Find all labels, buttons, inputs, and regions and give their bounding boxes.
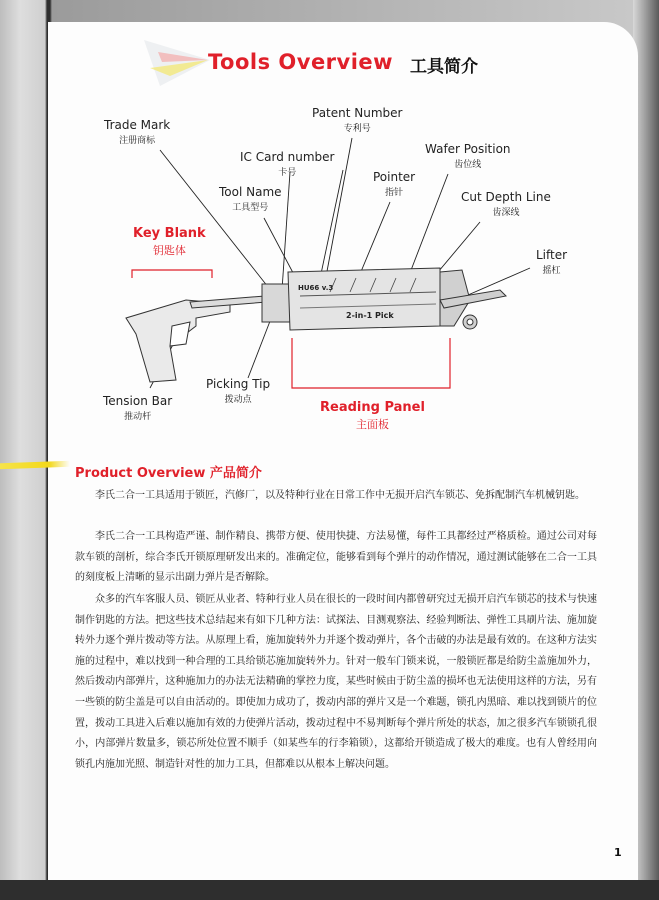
product-overview-heading: Product Overview 产品简介 — [75, 466, 262, 481]
label-tension-bar: Tension Bar 推动杆 — [103, 394, 173, 422]
key-blank-bracket — [132, 270, 212, 278]
paragraph-3: 众多的汽车客服人员、锁匠从业者、特种行业人员在很长的一段时间内都曾研究过无损开启汽车锁芯的技术与快速制作钥匙的方法。把这些技术总结起来有如下几种方法：试探法、目测观察法、经验判断法、弹性工具刷片法、施加旋转外力逐个弹片拨动等方法。从原理上看，施加旋转外力并逐个拨动弹片，各个击破的办法是最有效的。在这种方法实施的过程中，难以找到一种合理的工具给锁芯施加旋转外力。针对一般车门锁来说，一般锁匠都是给防尘盖施加外力，然后拨动内部弹片，这种施加力的办法无法精确的掌控力度，某些时候由于防尘盖的损坏也无法使用这样的方法，另有一些锁的防尘盖是可以自由活动的。即使加力成功了，拨动内部的弹片又是一个难题，锁孔内黑暗、难以找到锁片的位置，拨动工具进入后难以施加有效的力使弹片活动，拨动过程中不易判断每个弹片所处的状态，加之很多汽车锁锁孔很小，内部弹片数量多，锁芯所处位置不顺手（如某些车的行李箱锁），这都给开锁造成了极大的难度。也有人曾经用向锁孔内施加光照、制造针对性的加力工具，但都难以从根本上解决问题。 — [75, 594, 597, 770]
paragraph-1: 李氏二合一工具适用于锁匠，汽修厂，以及特种行业在日常工作中无损开启汽车锁芯、免拆配制汽车机械钥匙。 — [95, 490, 585, 501]
label-ic-card-number: IC Card number 卡号 — [240, 150, 335, 178]
label-cut-depth-line: Cut Depth Line 齿深线 — [461, 190, 551, 218]
label-wafer-position: Wafer Position 齿位线 — [425, 142, 511, 170]
page-title: Tools Overview — [208, 50, 394, 74]
paragraph-2: 李氏二合一工具构造严谨、制作精良、携带方便、使用快捷、方法易懂，每件工具都经过严格质检。通过公司对每款车锁的剖析，综合李氏开锁原理研发出来的。准确定位，能够看到每个弹片的动作情况，通过测试能够在二合一工具的刻度板上清晰的显示出副力弹片是否解除。 — [75, 531, 597, 584]
page-title-cn: 工具简介 — [410, 57, 478, 77]
label-trade-mark: Trade Mark 注册商标 — [104, 118, 171, 146]
label-tool-name: Tool Name 工具型号 — [219, 185, 282, 213]
label-reading-panel: Reading Panel 主面板 — [320, 400, 425, 431]
label-picking-tip: Picking Tip 拨动点 — [206, 377, 271, 405]
tool-model-text: HU66 v.3 — [298, 284, 334, 292]
label-patent-number: Patent Number 专利号 — [312, 106, 403, 134]
label-key-blank: Key Blank 钥匙体 — [133, 226, 206, 257]
scan-border — [0, 880, 659, 900]
page-number: 1 — [614, 846, 622, 859]
label-pointer: Pointer 指针 — [373, 170, 416, 198]
reading-panel-bracket — [292, 338, 450, 388]
panel-text: 2-in-1 Pick — [346, 311, 394, 320]
leader-lines — [150, 138, 530, 388]
label-lifter: Lifter 摇杠 — [536, 248, 568, 276]
